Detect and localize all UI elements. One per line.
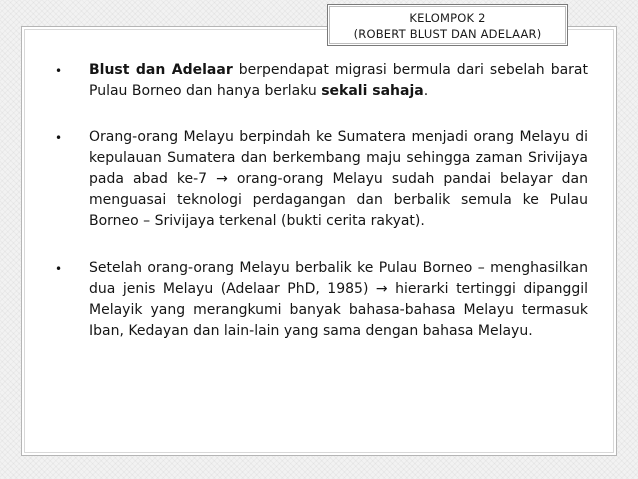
bullet-text-2: Orang-orang Melayu berpindah ke Sumatera menjadi orang Melayu di kepulauan Sumatera dan berkembang maju sehingga zaman Srivijaya pada abad ke-7 → orang-orang Melayu sudah pandai belayar dan menguasai teknologi perdagangan dan berbalik semula ke Pulau Borneo – Srivijaya terkenal (bukti cerita rakyat). [89,129,588,229]
bullet-text-3: Setelah orang-orang Melayu berbalik ke Pulau Borneo – menghasilkan dua jenis Melayu (Adelaar PhD, 1985) → hierarki tertinggi dipanggil Melayik yang merangkumi banyak bahasa-bahasa Melayu termasuk Iban, Kedayan dan lain-lain yang sama dengan bahasa Melayu. [89,260,588,339]
title-line-1: KELOMPOK 2 [409,11,486,25]
body-text: berpendapat migrasi bermula dari sebelah barat Pulau Borneo dan hanya berlaku [89,62,588,99]
slide-title-box [327,4,568,46]
bullet-item-2 [55,127,588,232]
bold-lead-text: Blust dan Adelaar [89,62,233,78]
bullet-item-1 [55,60,588,102]
bullet-marker: • [55,262,63,276]
bullet-text-1 [89,60,588,102]
title-line-2: (ROBERT BLUST DAN ADELAAR) [353,27,542,41]
bullet-list [55,60,588,367]
bullet-item-3 [55,258,588,342]
bullet-marker: • [55,64,63,78]
body-text-end: . [423,83,429,99]
bullet-marker: • [55,131,63,145]
bold-emphasis-text: sekali sahaja [321,83,424,99]
